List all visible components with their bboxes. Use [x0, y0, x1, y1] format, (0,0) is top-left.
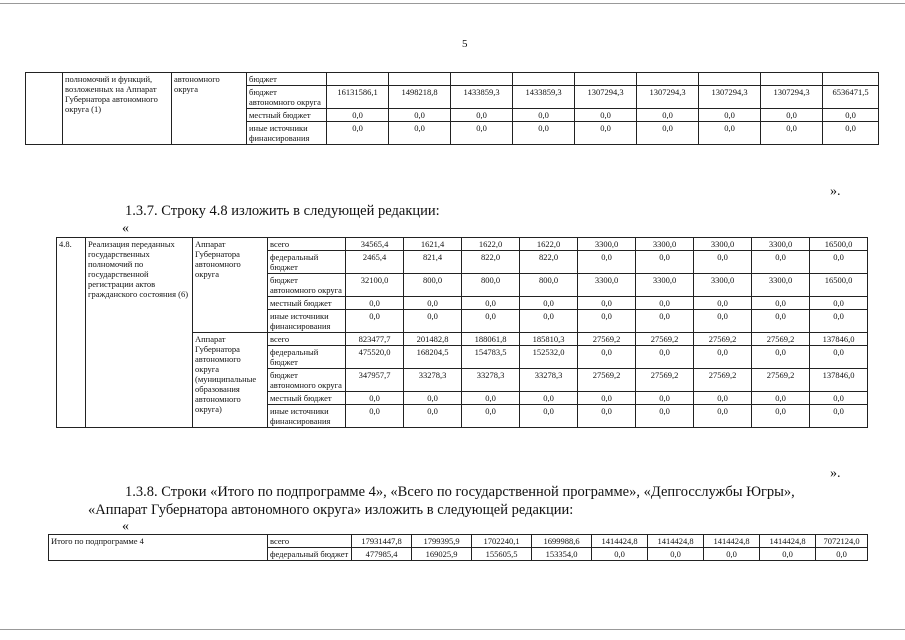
- value-cell: 0,0: [520, 310, 578, 333]
- value-cell: 0,0: [636, 405, 694, 428]
- value-cell: 16500,0: [810, 238, 868, 251]
- value-cell: 0,0: [462, 392, 520, 405]
- value-cell: 155605,5: [472, 548, 532, 561]
- source-cell: всего: [268, 238, 346, 251]
- value-cell: 1307294,3: [637, 86, 699, 109]
- value-cell: 821,4: [404, 251, 462, 274]
- value-cell: 27569,2: [752, 369, 810, 392]
- value-cell: [451, 73, 513, 86]
- value-cell: 27569,2: [694, 369, 752, 392]
- value-cell: 0,0: [389, 122, 451, 145]
- table-row: [49, 535, 868, 548]
- source-cell: местный бюджет: [247, 109, 327, 122]
- event-name-cell: полномочий и функций, возложенных на Аппарат Губернатора автономного округа (1): [63, 73, 172, 145]
- value-cell: 0,0: [810, 346, 868, 369]
- value-cell: 0,0: [462, 297, 520, 310]
- value-cell: 1622,0: [462, 238, 520, 251]
- value-cell: 0,0: [346, 392, 404, 405]
- value-cell: 1433859,3: [451, 86, 513, 109]
- value-cell: 822,0: [520, 251, 578, 274]
- value-cell: 3300,0: [752, 274, 810, 297]
- value-cell: 0,0: [513, 122, 575, 145]
- value-cell: 0,0: [816, 548, 868, 561]
- value-cell: 16500,0: [810, 274, 868, 297]
- source-cell: федеральный бюджет: [268, 251, 346, 274]
- value-cell: 0,0: [694, 405, 752, 428]
- value-cell: 0,0: [699, 122, 761, 145]
- value-cell: 1498218,8: [389, 86, 451, 109]
- source-cell: всего: [268, 535, 352, 548]
- value-cell: 6536471,5: [823, 86, 879, 109]
- value-cell: 0,0: [451, 122, 513, 145]
- value-cell: 0,0: [636, 346, 694, 369]
- value-cell: 0,0: [823, 109, 879, 122]
- value-cell: 201482,8: [404, 333, 462, 346]
- value-cell: 32100,0: [346, 274, 404, 297]
- value-cell: 16131586,1: [327, 86, 389, 109]
- value-cell: [575, 73, 637, 86]
- value-cell: 0,0: [462, 405, 520, 428]
- value-cell: 154783,5: [462, 346, 520, 369]
- source-cell: местный бюджет: [268, 297, 346, 310]
- value-cell: 0,0: [637, 109, 699, 122]
- value-cell: [761, 73, 823, 86]
- value-cell: 169025,9: [412, 548, 472, 561]
- event-name-cell: Реализация переданных государственных полномочий по государственной регистрации актов гражданского состояния (6): [86, 238, 193, 428]
- value-cell: 1621,4: [404, 238, 462, 251]
- value-cell: 27569,2: [578, 333, 636, 346]
- value-cell: 0,0: [520, 392, 578, 405]
- value-cell: 477985,4: [352, 548, 412, 561]
- value-cell: 0,0: [694, 346, 752, 369]
- value-cell: 0,0: [520, 405, 578, 428]
- value-cell: 1622,0: [520, 238, 578, 251]
- empty-cell: [26, 73, 63, 145]
- value-cell: 3300,0: [752, 238, 810, 251]
- source-cell: федеральный бюджет: [268, 346, 346, 369]
- value-cell: 0,0: [636, 297, 694, 310]
- value-cell: 0,0: [578, 251, 636, 274]
- source-cell: бюджет автономного округа: [268, 274, 346, 297]
- value-cell: 822,0: [462, 251, 520, 274]
- value-cell: 0,0: [578, 392, 636, 405]
- value-cell: 0,0: [636, 310, 694, 333]
- value-cell: 0,0: [810, 392, 868, 405]
- value-cell: 153354,0: [532, 548, 592, 561]
- value-cell: 0,0: [462, 310, 520, 333]
- source-cell: федеральный бюджет: [268, 548, 352, 561]
- value-cell: 0,0: [578, 346, 636, 369]
- closing-quote-1: ».: [830, 184, 841, 199]
- value-cell: 27569,2: [636, 333, 694, 346]
- value-cell: [637, 73, 699, 86]
- value-cell: 1702240,1: [472, 535, 532, 548]
- table-total-subprogram-4: [48, 534, 868, 561]
- value-cell: 0,0: [694, 297, 752, 310]
- value-cell: 823477,7: [346, 333, 404, 346]
- value-cell: 3300,0: [578, 238, 636, 251]
- source-cell: бюджет автономного округа: [247, 86, 327, 109]
- value-cell: 0,0: [578, 310, 636, 333]
- value-cell: 0,0: [699, 109, 761, 122]
- value-cell: 1307294,3: [575, 86, 637, 109]
- opening-quote-1: «: [122, 221, 129, 236]
- value-cell: 0,0: [389, 109, 451, 122]
- value-cell: 34565,4: [346, 238, 404, 251]
- value-cell: 0,0: [346, 310, 404, 333]
- value-cell: 800,0: [404, 274, 462, 297]
- value-cell: 0,0: [636, 251, 694, 274]
- source-cell: иные источники финансирования: [268, 310, 346, 333]
- source-cell: всего: [268, 333, 346, 346]
- value-cell: 27569,2: [752, 333, 810, 346]
- value-cell: 0,0: [810, 310, 868, 333]
- value-cell: 2465,4: [346, 251, 404, 274]
- value-cell: 0,0: [578, 297, 636, 310]
- value-cell: [389, 73, 451, 86]
- value-cell: 1414424,8: [592, 535, 648, 548]
- value-cell: 3300,0: [578, 274, 636, 297]
- value-cell: 185810,3: [520, 333, 578, 346]
- value-cell: 168204,5: [404, 346, 462, 369]
- value-cell: 137846,0: [810, 369, 868, 392]
- value-cell: 0,0: [578, 405, 636, 428]
- value-cell: 0,0: [704, 548, 760, 561]
- value-cell: 3300,0: [694, 274, 752, 297]
- value-cell: 0,0: [346, 297, 404, 310]
- value-cell: 152532,0: [520, 346, 578, 369]
- table-row: [26, 73, 879, 86]
- value-cell: 0,0: [404, 392, 462, 405]
- value-cell: 0,0: [761, 109, 823, 122]
- value-cell: 800,0: [462, 274, 520, 297]
- value-cell: 0,0: [752, 310, 810, 333]
- value-cell: 17931447,8: [352, 535, 412, 548]
- source-cell: иные источники финансирования: [268, 405, 346, 428]
- closing-quote-2: ».: [830, 466, 841, 481]
- value-cell: 1307294,3: [761, 86, 823, 109]
- table-continuation: [25, 72, 879, 145]
- value-cell: 0,0: [810, 297, 868, 310]
- value-cell: 0,0: [752, 297, 810, 310]
- value-cell: 1414424,8: [648, 535, 704, 548]
- value-cell: 0,0: [823, 122, 879, 145]
- value-cell: 0,0: [761, 122, 823, 145]
- value-cell: 1414424,8: [760, 535, 816, 548]
- value-cell: 0,0: [636, 392, 694, 405]
- value-cell: 0,0: [592, 548, 648, 561]
- source-cell: бюджет автономного округа: [268, 369, 346, 392]
- executor-cell: автономного округа: [172, 73, 247, 145]
- value-cell: 0,0: [760, 548, 816, 561]
- total-name-cell: Итого по подпрограмме 4: [49, 535, 268, 561]
- value-cell: 475520,0: [346, 346, 404, 369]
- value-cell: 0,0: [810, 405, 868, 428]
- value-cell: 1799395,9: [412, 535, 472, 548]
- value-cell: 27569,2: [578, 369, 636, 392]
- executor-cell: Аппарат Губернатора автономного округа (муниципальные образования автономного округа): [193, 333, 268, 428]
- paragraph-1-3-8-line1: 1.3.8. Строки «Итого по подпрограмме 4», «Всего по государственной программе», «Депгосслужбы Югры»,: [125, 484, 795, 500]
- value-cell: 188061,8: [462, 333, 520, 346]
- opening-quote-2: «: [122, 519, 129, 534]
- value-cell: 3300,0: [636, 274, 694, 297]
- value-cell: 0,0: [694, 251, 752, 274]
- table-row: [57, 238, 868, 251]
- value-cell: 0,0: [752, 392, 810, 405]
- value-cell: 0,0: [810, 251, 868, 274]
- value-cell: 33278,3: [520, 369, 578, 392]
- value-cell: 0,0: [451, 109, 513, 122]
- value-cell: 0,0: [637, 122, 699, 145]
- value-cell: 0,0: [404, 405, 462, 428]
- value-cell: 0,0: [520, 297, 578, 310]
- value-cell: 33278,3: [462, 369, 520, 392]
- value-cell: 0,0: [404, 297, 462, 310]
- value-cell: 0,0: [346, 405, 404, 428]
- value-cell: 1699988,6: [532, 535, 592, 548]
- value-cell: [513, 73, 575, 86]
- source-cell: бюджет: [247, 73, 327, 86]
- value-cell: 0,0: [694, 392, 752, 405]
- value-cell: 800,0: [520, 274, 578, 297]
- value-cell: 3300,0: [694, 238, 752, 251]
- value-cell: 1414424,8: [704, 535, 760, 548]
- value-cell: 137846,0: [810, 333, 868, 346]
- value-cell: [823, 73, 879, 86]
- value-cell: 0,0: [752, 346, 810, 369]
- value-cell: 27569,2: [636, 369, 694, 392]
- paragraph-1-3-8-line2: «Аппарат Губернатора автономного округа» изложить в следующей редакции:: [88, 502, 574, 518]
- paragraph-1-3-7: 1.3.7. Строку 4.8 изложить в следующей редакции:: [125, 203, 440, 219]
- source-cell: иные источники финансирования: [247, 122, 327, 145]
- value-cell: [327, 73, 389, 86]
- value-cell: 33278,3: [404, 369, 462, 392]
- table-row-4-8: [56, 237, 868, 428]
- value-cell: 0,0: [648, 548, 704, 561]
- value-cell: 347957,7: [346, 369, 404, 392]
- value-cell: 0,0: [327, 122, 389, 145]
- value-cell: 0,0: [752, 405, 810, 428]
- value-cell: 0,0: [575, 122, 637, 145]
- value-cell: 1307294,3: [699, 86, 761, 109]
- value-cell: 27569,2: [694, 333, 752, 346]
- value-cell: 3300,0: [636, 238, 694, 251]
- value-cell: 1433859,3: [513, 86, 575, 109]
- value-cell: 0,0: [513, 109, 575, 122]
- row-number-cell: 4.8.: [57, 238, 86, 428]
- executor-cell: Аппарат Губернатора автономного округа: [193, 238, 268, 333]
- page-number: 5: [462, 38, 468, 50]
- value-cell: 0,0: [752, 251, 810, 274]
- value-cell: [699, 73, 761, 86]
- source-cell: местный бюджет: [268, 392, 346, 405]
- value-cell: 0,0: [327, 109, 389, 122]
- value-cell: 0,0: [694, 310, 752, 333]
- value-cell: 7072124,0: [816, 535, 868, 548]
- value-cell: 0,0: [575, 109, 637, 122]
- value-cell: 0,0: [404, 310, 462, 333]
